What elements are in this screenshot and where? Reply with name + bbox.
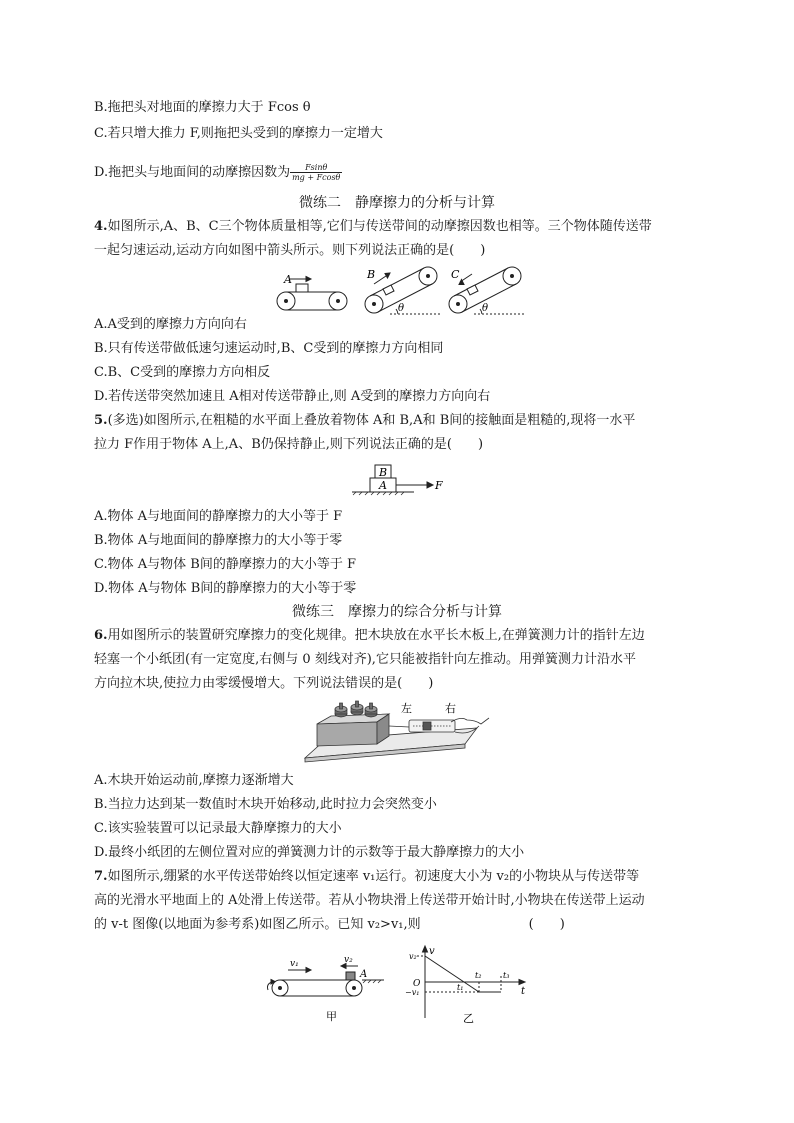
q7-stem-text-3: 的 v-t 图像(以地面为参考系)如图乙所示。已知 v₂>v₁,则 xyxy=(94,917,421,932)
force-f-label: F xyxy=(435,479,443,492)
axis-t-label: t xyxy=(521,986,526,997)
q4-option-c: C.B、C受到的摩擦力方向相反 xyxy=(94,365,271,380)
q4-stem-text-1: 如图所示,A、B、C三个物体质量相等,它们与传送带间的动摩擦因数也相等。三个物体随传送带 xyxy=(107,219,652,234)
figure-yi-caption: 乙 xyxy=(463,1012,474,1025)
point-a-label: A xyxy=(360,969,368,980)
q7-number: 7. xyxy=(94,869,108,884)
theta-label-1: θ xyxy=(398,303,405,314)
vt-graph-figure-yi xyxy=(405,944,535,1026)
v2-label: v₂ xyxy=(344,955,353,965)
q5-option-b: B.物体 A与地面间的静摩擦力的大小等于零 xyxy=(94,533,343,548)
q4-option-d: D.若传送带突然加速且 A相对传送带静止,则 A受到的摩擦力方向向右 xyxy=(94,389,491,404)
q5-stem-line-1 xyxy=(94,412,635,430)
t1-label: t₁ xyxy=(457,983,464,992)
q7-stem-text-1: 如图所示,绷紧的水平传送带始终以恒定速率 v₁运行。初速度大小为 v₂的小物块从与传送带等 xyxy=(107,869,640,884)
neg-v1-tick-label: −v₁ xyxy=(405,988,420,997)
conveyor-figure-jia xyxy=(262,950,392,1025)
q5-stem-line-2: 拉力 F作用于物体 A上,A、B仍保持静止,则下列说法正确的是( ) xyxy=(94,437,484,452)
block-b-label: B xyxy=(379,466,388,479)
weights xyxy=(335,701,377,717)
label-left: 左 xyxy=(401,702,412,715)
q6-stem-line-1 xyxy=(94,627,645,645)
q6-option-a: A.木块开始运动前,摩擦力逐渐增大 xyxy=(94,773,294,788)
fraction-numerator: Fsinθ xyxy=(290,163,342,173)
friction-coefficient-fraction xyxy=(290,163,342,182)
q6-option-c: C.该实验装置可以记录最大静摩擦力的大小 xyxy=(94,821,342,836)
q5-option-d: D.物体 A与物体 B间的静摩擦力的大小等于零 xyxy=(94,581,357,596)
q5-number: 5. xyxy=(94,413,108,428)
q3-option-d xyxy=(94,163,342,182)
q6-stem-line-2: 轻塞一个小纸团(有一定宽度,右侧与 0 刻线对齐),它只能被指针向左推动。用弹簧测力计沿水平 xyxy=(94,652,636,667)
q4-number: 4. xyxy=(94,219,108,234)
block-b-label: B xyxy=(367,268,376,281)
fraction-denominator: mg + Fcosθ xyxy=(292,173,341,182)
q3-option-b: B.拖把头对地面的摩擦力大于 Fcos θ xyxy=(94,100,311,115)
block-c-label: C xyxy=(451,268,460,281)
block-a-label: A xyxy=(379,479,387,492)
t3-label: t₃ xyxy=(503,971,510,980)
q6-stem-text-1: 用如图所示的装置研究摩擦力的变化规律。把木块放在水平长木板上,在弹簧测力计的指针左边 xyxy=(107,628,645,643)
q6-number: 6. xyxy=(94,628,108,643)
theta-label-2: θ xyxy=(482,303,489,314)
q4-option-a: A.A受到的摩擦力方向向右 xyxy=(94,317,247,332)
origin-label: O xyxy=(413,979,421,989)
q7-stem-line-1 xyxy=(94,868,639,886)
q5-option-a: A.物体 A与地面间的静摩擦力的大小等于 F xyxy=(94,509,343,524)
q6-stem-line-3: 方向拉木块,使拉力由零缓慢增大。下列说法错误的是( ) xyxy=(94,676,434,691)
wooden-block xyxy=(317,714,389,746)
q4-stem-line-1 xyxy=(94,218,652,236)
label-right: 右 xyxy=(445,702,456,715)
q5-stem-text-1: (多选)如图所示,在粗糙的水平面上叠放着物体 A和 B,A和 B间的接触面是粗糙的,现将一水平 xyxy=(107,413,636,428)
figure-jia-caption: 甲 xyxy=(326,1010,337,1023)
v2-tick-label: v₂ xyxy=(409,952,417,961)
spring-scale-apparatus-figure xyxy=(305,700,505,766)
section-title-2: 微练二 静摩擦力的分析与计算 xyxy=(299,195,495,211)
q3-option-c: C.若只增大推力 F,则拖把头受到的摩擦力一定增大 xyxy=(94,126,383,141)
stacked-blocks-figure xyxy=(352,460,452,496)
answer-parentheses: ( ) xyxy=(528,917,565,932)
v-t-line xyxy=(425,956,482,992)
block-a-label: A xyxy=(284,273,292,286)
q7-stem-line-3 xyxy=(94,916,565,934)
q4-option-b: B.只有传送带做低速匀速运动时,B、C受到的摩擦力方向相同 xyxy=(94,341,444,356)
conveyor-belts-figure xyxy=(270,262,530,318)
q6-option-b: B.当拉力达到某一数值时木块开始移动,此时拉力会突然变小 xyxy=(94,797,437,812)
q5-option-c: C.物体 A与物体 B间的静摩擦力的大小等于 F xyxy=(94,557,356,572)
spring-scale xyxy=(409,718,489,733)
q6-option-d: D.最终小纸团的左侧位置对应的弹簧测力计的示数等于最大静摩擦力的大小 xyxy=(94,845,525,860)
v1-label: v₁ xyxy=(290,959,299,969)
section-title-3: 微练三 摩擦力的综合分析与计算 xyxy=(292,604,502,620)
q3-option-d-text: D.拖把头与地面间的动摩擦因数为 xyxy=(94,165,291,180)
t2-label: t₂ xyxy=(475,971,482,980)
q4-stem-line-2: 一起匀速运动,运动方向如图中箭头所示。则下列说法正确的是( ) xyxy=(94,243,486,258)
q7-stem-line-2: 高的光滑水平地面上的 A处滑上传送带。若从小物块滑上传送带开始计时,小物块在传送带上运动 xyxy=(94,893,645,908)
axis-v-label: v xyxy=(429,946,435,957)
